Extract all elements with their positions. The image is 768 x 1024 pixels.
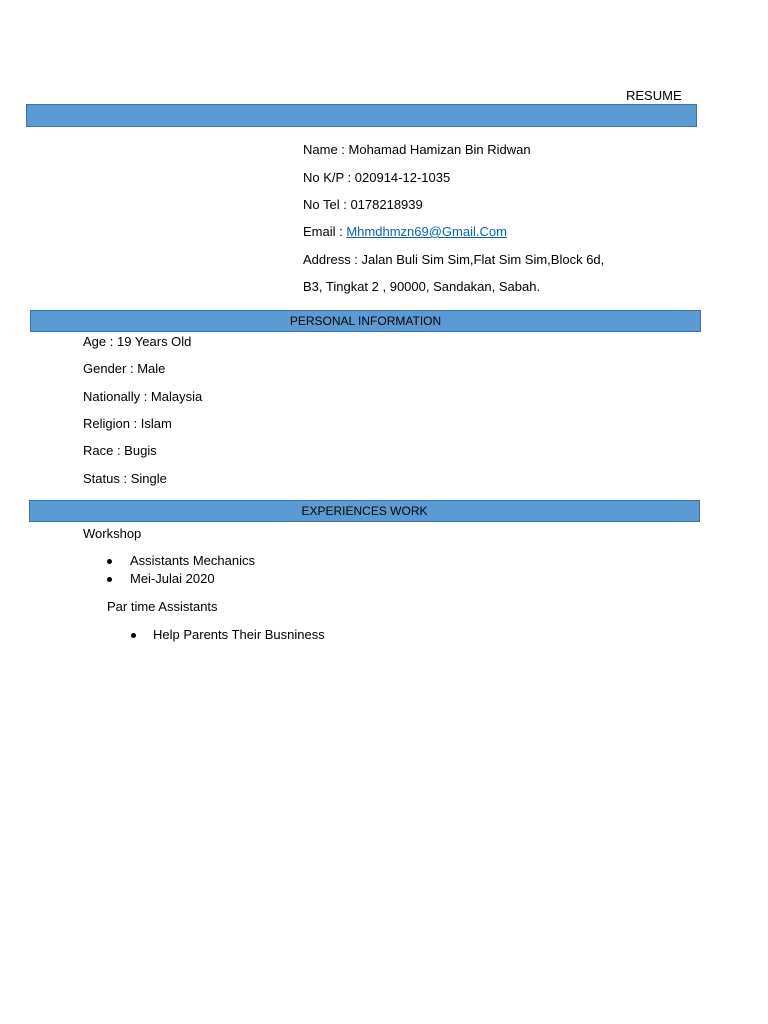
personal-info-heading: PERSONAL INFORMATION (289, 314, 442, 328)
workshop-bullet-2: Mei-Julai 2020 (130, 571, 215, 586)
experience-bar (29, 500, 700, 522)
contact-email-label: Email : (303, 224, 347, 239)
personal-race: Race : Bugis (83, 443, 157, 458)
workshop-bullet-1: Assistants Mechanics (130, 553, 255, 568)
experience-heading: EXPERIENCES WORK (301, 504, 428, 518)
workshop-title: Workshop (83, 526, 142, 541)
personal-info-bar (30, 310, 701, 332)
contact-email-link[interactable]: Mhmdhmzn69@Gmail.Com (346, 224, 507, 239)
personal-religion: Religion : Islam (83, 416, 172, 431)
personal-age: Age : 19 Years Old (83, 334, 192, 349)
bullet-icon (131, 633, 136, 638)
resume-title: RESUME (626, 88, 682, 103)
bullet-icon (107, 559, 112, 564)
contact-address-line1: Address : Jalan Buli Sim Sim,Flat Sim Sim,Block 6d, (303, 252, 605, 267)
parttime-bullet-1: Help Parents Their Busniness (153, 627, 325, 642)
bullet-icon (107, 577, 112, 582)
personal-nationality: Nationally : Malaysia (83, 389, 203, 404)
contact-name: Name : Mohamad Hamizan Bin Ridwan (303, 142, 531, 157)
contact-address-line2: B3, Tingkat 2 , 90000, Sandakan, Sabah. (303, 279, 541, 294)
contact-phone: No Tel : 0178218939 (303, 197, 423, 212)
contact-email-row (303, 224, 507, 240)
personal-status: Status : Single (83, 471, 167, 486)
personal-gender: Gender : Male (83, 361, 166, 376)
parttime-title: Par time Assistants (107, 599, 218, 614)
contact-nokp: No K/P : 020914-12-1035 (303, 170, 451, 185)
header-bar (26, 104, 697, 127)
